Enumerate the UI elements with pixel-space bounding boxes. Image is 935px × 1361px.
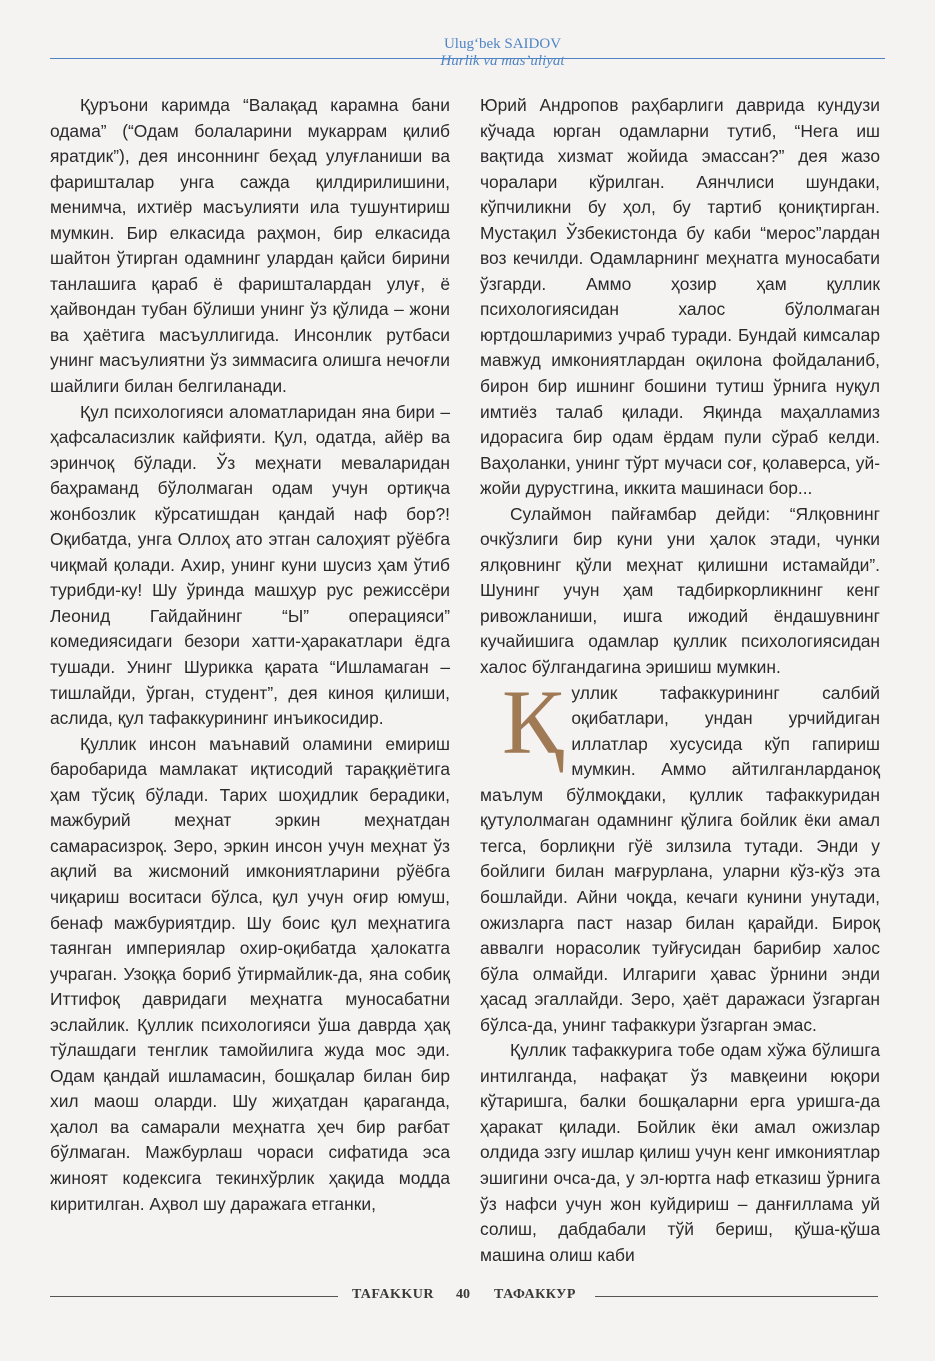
paragraph: Сулаймон пайғамбар дейди: “Ялқовнинг очкўзлиги бир куни уни ҳалок этади, чунки ялқовнинг қўли меҳнат қилишни истамайди”. Шунинг учун ҳам тадбиркорликнинг кенг ривожланиши, ишга ижодий ёндашувнинг кучайишига одамлар қуллик психологиясидан халос бўлгандагина эришиш мумкин. — [480, 503, 880, 678]
left-column — [50, 93, 450, 1217]
footer-magazine-latin: TAFAKKUR — [352, 1287, 435, 1302]
header-divider — [50, 58, 885, 59]
right-column — [480, 93, 880, 1268]
drop-cap-letter: Қ — [502, 670, 564, 773]
footer-divider-left — [50, 1296, 338, 1297]
paragraph: Қуръони каримда “Валақад карамна бани одама” (“Одам болаларини мукаррам қилиб яратдик”), дея инсоннинг беҳад улуғланиши ва фаришталар унга сажда қилдирилишини, менимча, ихтиёр масъулияти ила тушунтириш мумкин. Бир елкасида раҳмон, бир елкасида шайтон ўтирган одамнинг улардан қайси бирини танлашига қараб ё фаришталардан улуғ, ё ҳайвондан тубан бўлиши унинг ўз қўлида – жони ва ҳаётига масъуллигида. Инсонлик рутбаси унинг масъулиятни ўз зиммасига олишга нечоғли шайлиги билан белгиланади. — [50, 95, 450, 397]
paragraph: Қуллик инсон маънавий оламини емириш баробарида мамлакат иқтисодий тараққиётига ҳам тўсиқ бўлади. Тарих шоҳидлик берадики, мажбурий меҳнат эркин меҳнатдан самарасизроқ. Зеро, эркин инсон учун меҳнат ўз ақлий ва жисмоний имкониятларини рўёбга чиқариш воситаси бўлса, қул учун оғир юмуш, бенаф мажбуриятдир. Шу боис қул меҳнатига таянган империялар охир-оқибатда ҳалокатга учраган. Узоққа бориб ўтирмайлик-да, яна собиқ Иттифоқ давридаги меҳнатга муносабатни эслайлик. Қуллик психологияси ўша даврда ҳақ тўлашдаги тенглик тамойилига жуда мос эди. Одам қандай ишламасин, бошқалар билан бир хил маош оларди. Шу жиҳатдан қараганда, ҳалол ва самарали меҳнатга ҳеч бир рағбат бўлмаган. Мажбурлаш чораси сифатида эса жиноят кодексига текинхўрлик ҳақида модда киритилган. Аҳвол шу даражага етганки, — [50, 733, 450, 1214]
footer-magazine-cyrillic: ТАФАККУР — [494, 1287, 576, 1302]
header-author: Ulug‘bek SAIDOV — [443, 36, 562, 52]
paragraph-text: уллик тафаккурининг салбий оқибатлари, ундан урчийдиган иллатлар хусусида кўп гапириш мумкин. Аммо айтилганларданоқ маълум бўлмоқдаки, қуллик тафаккуридан қутулолмаган одамнинг қўлига бойлик ёки амал тегса, борлиқни гўё зилзила тутади. Энди у бойлиги билан мағрурлана, уларни кўз-кўз эта бошлайди. Айни чоқда, кечаги кунини унутади, ожизларга паст назар билан қарайди. Бироқ аввалги норасолик туйғусидан барибир халос бўла олмайди. Илгариги ҳавас ўрнини энди ҳасад эгаллайди. Зеро, ҳаёт даражаси ўзгарган бўлса-да, унинг тафаккури ўзгарган эмас. — [480, 682, 880, 1035]
page-footer — [0, 1287, 935, 1307]
header-subtitle: Hurlik va mas’uliyat — [440, 53, 565, 69]
footer-divider-right — [595, 1296, 878, 1297]
paragraph: Қуллик тафаккурига тобе одам хўжа бўлишга интилганда, нафақат ўз мавқеини юқори кўтаришга, балки бошқаларни ерга уришга-да ҳаракат қилади. Бойлик ёки амал ожизлар олдида эзгу ишлар қилиш учун кенг имкониятлар эшигини очса-да, у эл-юртга наф етказиш ўрнига ўз нафси учун жон куйдириш – данғиллама уй солиш, дабдабали тўй бериш, қўша-қўша машина олиш каби — [480, 1040, 880, 1265]
page-header — [0, 36, 935, 70]
dropcap-paragraph — [480, 670, 880, 1039]
paragraph: Юрий Андропов раҳбарлиги даврида кундузи кўчада юрган одамларни тутиб, “Нега иш вақтида хизмат жойида эмассан?” дея жазо чоралари кўрилган. Аянчлиси шундаки, кўпчиликни бу ҳол, бу тартиб қониқтирган. Мустақил Ўзбекистонда бу каби “мерос”лардан воз кечилди. Одамларнинг меҳнатга муносабати ўзгарди. Аммо ҳозир ҳам қуллик психологиясидан халос бўлолмаган юртдошларимиз учраб туради. Бундай кимсалар мавжуд имкониятлардан оқилона фойдаланиб, бирон бир ишнинг бошини тутиш ўрнига нуқул имтиёз талаб қилади. Яқинда маҳалламиз идорасига бир одам ёрдам пули сўраб келди. Ваҳоланки, унинг тўрт мучаси соғ, қолаверса, уй-жойи дурустгина, иккита машинаси бор... — [480, 95, 880, 499]
page-number: 40 — [456, 1287, 470, 1302]
paragraph: Қул психологияси аломатларидан яна бири – ҳафсаласизлик кайфияти. Қул, одатда, айёр ва эринчоқ бўлади. Ўз меҳнати меваларидан баҳраманд бўлолмаган одам учун ортиқча жонбозлик кўрсатишдан қандай наф бор?! Оқибатда, унга Оллоҳ ато этган салоҳият рўёбга чиқмай қолади. Ахир, унинг куни шусиз ҳам ўтиб турибди-ку! Шу ўринда машҳур рус режиссёри Леонид Гайдайнинг “Ы” операцияси” комедиясидаги безори хатти-ҳаракатлари ёдга тушади. Унинг Шурикка қарата “Ишламаган – тишлайди, ўрган, студент”, дея киноя қилиши, аслида, қул тафаккурининг инъикосидир. — [50, 401, 450, 729]
